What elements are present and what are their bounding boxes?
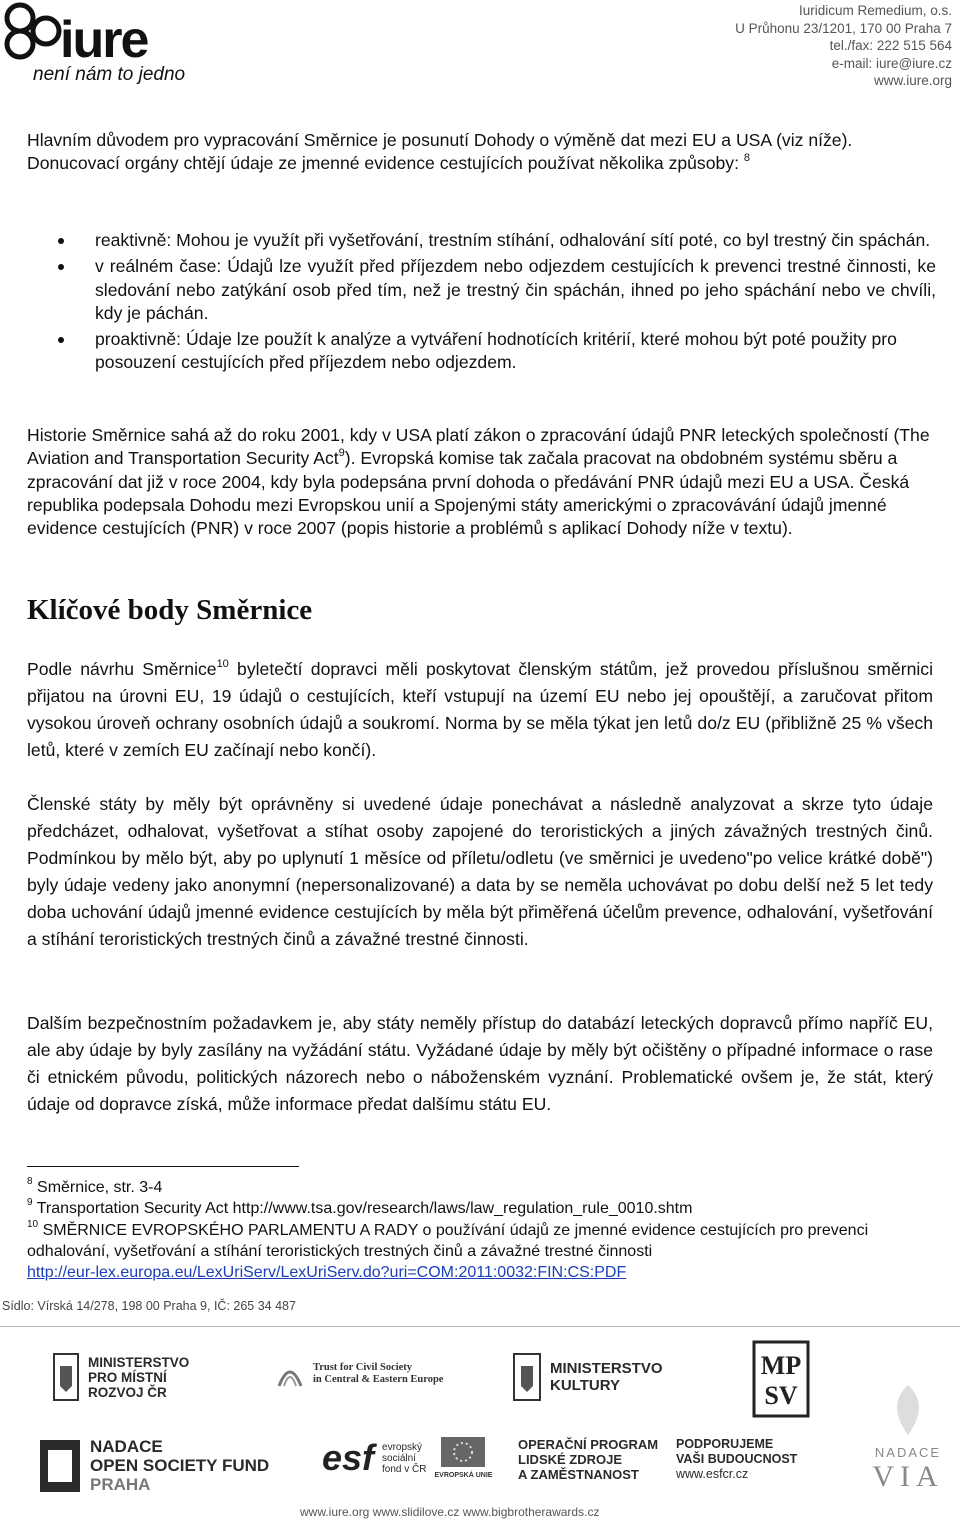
footnote-text: SMĚRNICE EVROPSKÉHO PARLAMENTU A RADY o používání údajů ze jmenné evidence cestujících pro prevenci odhalování, vyšetřování a stíhání teroristických trestných činů a závažné trestné činnosti (27, 1222, 869, 1260)
esf-line-1: evropský (382, 1441, 423, 1453)
footnote-8 (27, 1177, 933, 1198)
esf-mark: esf (322, 1437, 375, 1478)
bullet-reactive: reaktivně: Mohou je využít při vyšetřování, trestním stíhání, odhalování sítí poté, co byl trestný čin spáchán. (58, 229, 936, 252)
bullet-realtime: v reálném čase: Údajů lze využít před příjezdem nebo odjezdem cestujících k prevenci trestné činnosti, ke sledování nebo zatýkání osob před tím, než je trestný čin spáchán, ihned po jeho spáchání nebo ve chvíli, kdy je páchán. (58, 255, 936, 325)
p1-text-2: byletečtí dopravci měli poskytovat členským státům, jež provedou příslušnou směrnici přijatou na úrovni EU, 19 údajů o cestujících, kteří vstupují na území EU nebo jej opouštějí, a zaručovat přitom vysokou úroveň ochrany osobních údajů a soukromí. Norma by se měla týkat jen letů do/z EU (přibližně 25 % všech letů, které v zemích EU začínají nebo končí). (27, 659, 933, 760)
mmr-line-1: MINISTERSTVO (88, 1354, 190, 1370)
eu-flag-icon (441, 1437, 485, 1467)
osf-line-3: PRAHA (90, 1475, 151, 1494)
svg-text:MP: MP (760, 1351, 802, 1380)
footnote-ref-9: 9 (338, 447, 345, 460)
svg-text:SV: SV (764, 1381, 798, 1410)
usage-bullet-list (58, 229, 936, 378)
sponsor-esfcr (676, 1437, 797, 1482)
trust-line-1: Trust for Civil Society (313, 1362, 413, 1373)
org-phone: tel./fax: 222 515 564 (829, 38, 952, 53)
registered-office: Sídlo: Vírská 14/278, 198 00 Praha 9, IČ: 265 34 487 (2, 1299, 296, 1313)
oplz-line-2: LIDSKÉ ZDROJE (518, 1452, 623, 1467)
footnote-ref-8: 8 (743, 152, 751, 165)
section-heading: Klíčové body Směrnice (27, 594, 313, 626)
footnote-9 (27, 1198, 933, 1219)
sponsor-mpsv (752, 1340, 810, 1423)
intro-paragraph (27, 129, 933, 176)
czech-lion-icon (512, 1352, 542, 1402)
sponsor-mmr (52, 1352, 189, 1402)
oplz-line-1: OPERAČNÍ PROGRAM (518, 1437, 659, 1452)
footnote-text: Transportation Security Act http://www.tsa.gov/research/laws/law_regulation_rule_0010.shtm (36, 1200, 693, 1217)
czech-lion-icon (52, 1352, 80, 1402)
sponsor-nadace-via (860, 1380, 956, 1494)
esf-line-2: sociální (382, 1452, 416, 1464)
esfcr-line-2: VAŠI BUDOUCNOST (676, 1452, 798, 1466)
sponsor-trust-civil-society (275, 1356, 443, 1392)
oplz-line-3: A ZAMĚSTNANOST (518, 1467, 639, 1482)
via-line-2: VIA (872, 1460, 944, 1493)
key-points-paragraph-2: Členské státy by měly být oprávněny si uvedené údaje ponechávat a následně analyzovat a skrze tyto údaje předcházet, odhalovat, vyšetřovat a stíhat osoby zapojené do teroristických a jiných závažných trestných činů. Podmínkou by mělo být, aby po uplynutí 1 měsíce od příletu/odletu (ve směrnici je uvedeno"po velice krátké době") byly údaje vedeny jako anonymní (nepersonalizované) a data by se neměla uchovávat po dobu delší než 5 let tedy doba uchování údajů jmenné evidence cestujících by měla být přiměřená účelům prevence, odhalování, vyšetřování a stíhání teroristických trestných činů a závažné trestné činnosti. (27, 794, 933, 949)
organization-contact (735, 2, 952, 90)
osf-logo-icon (38, 1438, 82, 1494)
sponsor-oplz (518, 1437, 658, 1482)
trust-line-2: in Central & Eastern Europe (313, 1374, 444, 1385)
org-website: www.iure.org (873, 73, 952, 88)
footnote-number: 9 (27, 1196, 33, 1208)
mpsv-logo-icon (752, 1340, 810, 1418)
esfcr-line-1: PODPORUJEME (676, 1437, 774, 1451)
footnote-number: 8 (27, 1175, 33, 1187)
osf-line-1: NADACE (90, 1437, 163, 1456)
footnote-number: 10 (27, 1218, 39, 1230)
trust-logo-icon (275, 1356, 305, 1392)
via-leaf-icon (878, 1380, 938, 1440)
esf-line-3: fond v ČR (382, 1463, 427, 1475)
sponsor-osf (38, 1437, 269, 1494)
logo-wordmark: iure (60, 11, 148, 69)
history-paragraph (27, 424, 933, 540)
intro-text: Hlavním důvodem pro vypracování Směrnice je posunutí Dohody o výměně dat mezi EU a USA (viz níže). Donucovací orgány chtějí údaje ze jmenné evidence cestujících používat několika způsoby: (27, 130, 853, 174)
footnote-text: Směrnice, str. 3-4 (37, 1179, 163, 1196)
history-text-2: ). Evropská komise tak začala pracovat na obdobném systému sběru a zpracování dat již v roce 2004, kdy byla podepsána první dohoda o předávání PNR údajů mezi EU a USA. Česká republika podepsala Dohodu mezi Evropskou unií a Spojenými státy americkými o zpracovávání údajů jmenné evidence cestujících (PNR) v roce 2007 (popis historie a problémů s aplikací Dohody níže v textu). (27, 448, 910, 539)
sponsor-esf (322, 1437, 492, 1479)
key-points-paragraph-3: Dalším bezpečnostním požadavkem je, aby státy neměly přístup do databází leteckých dopravců přímo napříč EU, ale aby údaje by byly zasílány na vyžádání státu. Vyžádané údaje by měly být očištěny o případné informace o rase či etnickém původu, politických názorech nebo o náboženském vyznání. Problematické ovšem je, že stát, který údaje od dopravce získá, může informace předat dalšímu státu EU. (27, 1013, 933, 1114)
mmr-line-2: PRO MÍSTNÍ (88, 1369, 167, 1385)
footnote-10 (27, 1220, 933, 1283)
osf-line-2: OPEN SOCIETY FUND (90, 1456, 270, 1475)
org-email: e-mail: iure@iure.cz (831, 55, 952, 71)
footer-divider (0, 1326, 960, 1327)
p1-text-1: Podle návrhu Směrnice (27, 659, 217, 679)
via-line-1: NADACE (874, 1445, 942, 1460)
mk-line-2: KULTURY (550, 1377, 620, 1394)
eur-lex-link[interactable]: http://eur-lex.europa.eu/LexUriServ/LexUriServ.do?uri=COM:2011:0032:FIN:CS:PDF (27, 1264, 627, 1281)
footer-websites: www.iure.org www.slidilove.cz www.bigbrotherawards.cz (300, 1505, 600, 1519)
eu-label: EVROPSKÁ UNIE (434, 1472, 493, 1479)
esfcr-line-3: www.esfcr.cz (676, 1467, 749, 1481)
sponsor-ministry-culture (512, 1352, 663, 1402)
org-address: U Průhonu 23/1201, 170 00 Praha 7 (735, 20, 952, 36)
logo-tagline: není nám to jedno (33, 64, 186, 85)
mmr-line-3: ROZVOJ ČR (88, 1384, 167, 1400)
org-name: Iuridicum Remedium, o.s. (798, 3, 952, 18)
mk-line-1: MINISTERSTVO (550, 1360, 663, 1377)
iure-logo-icon (2, 0, 64, 62)
key-points-paragraph-1 (27, 656, 933, 764)
history-text-1: Historie Směrnice sahá až do roku 2001, kdy v USA platí zákon o zpracování údajů PNR leteckých společností (The Aviation and Transportation Security Act (27, 425, 930, 469)
footnote-separator (27, 1166, 299, 1167)
bullet-proactive: proaktivně: Údaje lze použít k analýze a vytváření hodnotících kritérií, které mohou být poté použity pro posouzení cestujících před příjezdem nebo odjezdem. (58, 328, 936, 375)
footnote-ref-10: 10 (216, 658, 229, 671)
